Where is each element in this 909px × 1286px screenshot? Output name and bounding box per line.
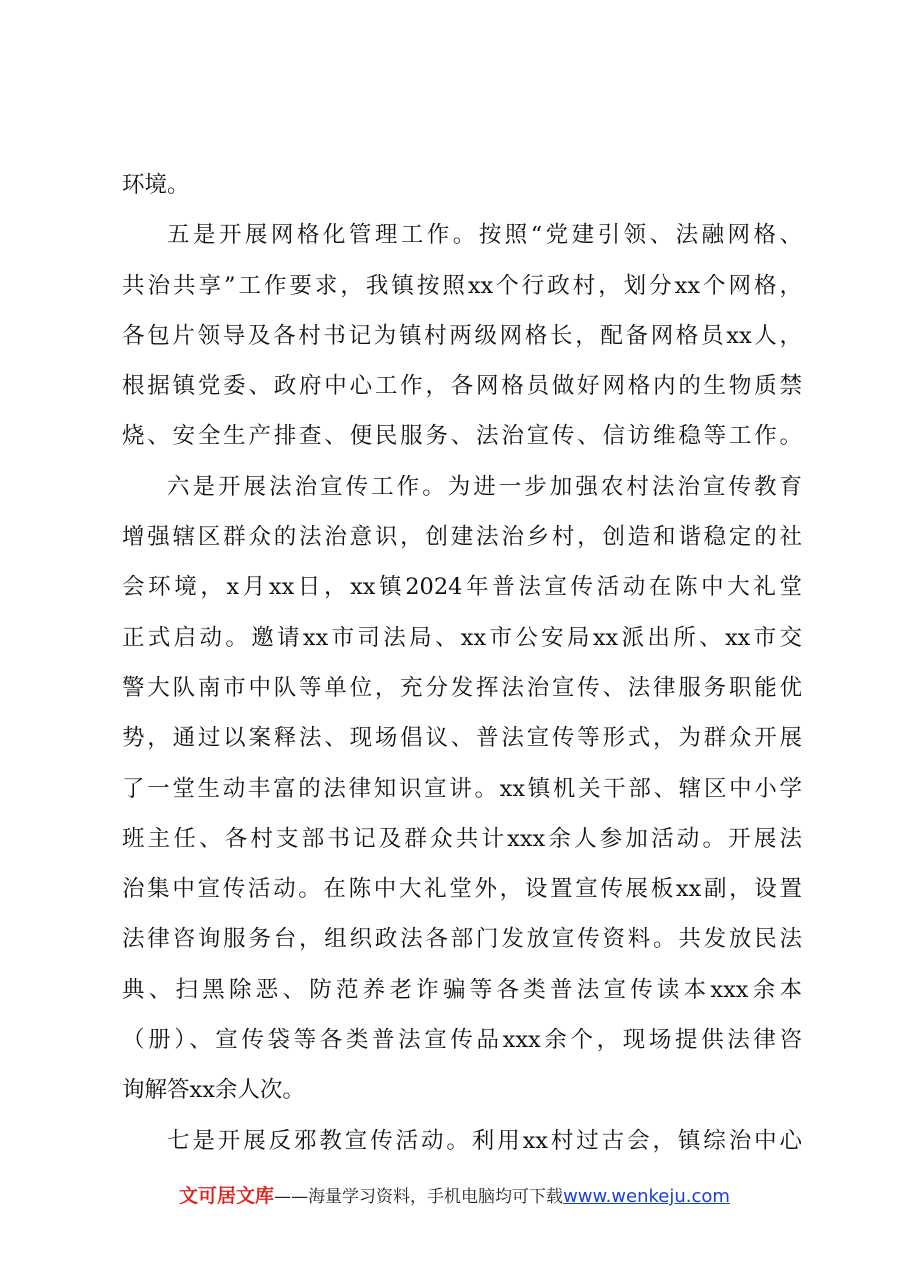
text-line: 根据镇党委、政府中心工作，各网格员做好网格内的生物质禁 — [122, 373, 802, 400]
text-line: 烧、安全生产排查、便民服务、法治宣传、信访维稳等工作。 — [122, 423, 802, 450]
text-line: 七是开展反邪教宣传活动。利用xx村过古会，镇综治中心 — [167, 1127, 802, 1154]
text-line: 法律咨询服务台，组织政法各部门发放宣传资料。共发放民法 — [122, 926, 802, 953]
text-line: 环境。 — [122, 172, 190, 198]
text-line: 势，通过以案释法、现场倡议、普法宣传等形式，为群众开展 — [122, 725, 802, 752]
text-line: 了一堂生动丰富的法律知识宣讲。xx镇机关干部、辖区中小学 — [122, 775, 802, 802]
footer-brand: 文可居文库 — [179, 1185, 275, 1207]
text-line: 共治共享”工作要求，我镇按照xx个行政村，划分xx个网格， — [122, 272, 802, 299]
text-line: 六是开展法治宣传工作。为进一步加强农村法治宣传教育 — [167, 473, 802, 500]
text-line: 各包片领导及各村书记为镇村两级网格长，配备网格员xx人， — [122, 322, 802, 349]
document-body — [122, 160, 802, 1166]
text-line: 典、扫黑除恶、防范养老诈骗等各类普法宣传读本xxx余本 — [122, 976, 802, 1003]
text-line: 警大队南市中队等单位，充分发挥法治宣传、法律服务职能优 — [122, 674, 802, 701]
text-line: 询解答xx余人次。 — [122, 1077, 305, 1104]
text-line: 会环境，x月xx日，xx镇2024年普法宣传活动在陈中大礼堂 — [122, 574, 802, 601]
text-line: 治集中宣传活动。在陈中大礼堂外，设置宣传展板xx副，设置 — [122, 876, 802, 903]
text-line: （册）、宣传袋等各类普法宣传品xxx余个，现场提供法律咨 — [122, 1027, 802, 1054]
text-line: 增强辖区群众的法治意识，创建法治乡村，创造和谐稳定的社 — [122, 524, 802, 551]
text-line: 五是开展网格化管理工作。按照“党建引领、法融网格、 — [167, 222, 802, 249]
text-line: 正式启动。邀请xx市司法局、xx市公安局xx派出所、xx市交 — [122, 624, 802, 651]
text-line: 班主任、各村支部书记及群众共计xxx余人参加活动。开展法 — [122, 825, 802, 852]
page-footer — [0, 1181, 909, 1208]
footer-website-link[interactable]: www.wenkeju.com — [563, 1186, 730, 1207]
footer-tagline: ——海量学习资料，手机电脑均可下载 — [274, 1187, 564, 1207]
